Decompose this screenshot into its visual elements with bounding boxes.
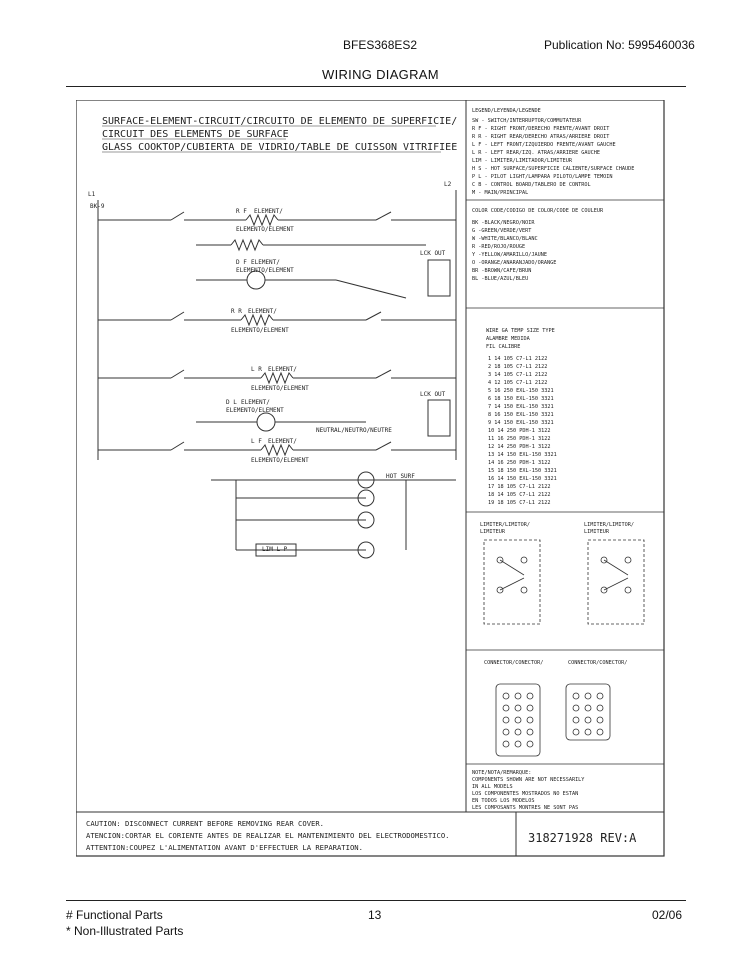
lockout-label-1: LCK OUT — [420, 250, 446, 257]
lf-label: L F — [251, 438, 262, 445]
neutral-label: NEUTRAL/NEUTRO/NEUTRE — [316, 427, 392, 434]
element-rows — [136, 212, 456, 455]
svg-text:L R - LEFT REAR/IZQ. ATRAS/AR: L R - LEFT REAR/IZQ. ATRAS/ARRIERE GAUCHE — [472, 150, 601, 156]
connector-drawings — [496, 684, 610, 756]
revision-date: 02/06 — [652, 908, 683, 922]
svg-text:15 18 150 EXL-150 3321: 15 18 150 EXL-150 3321 — [488, 468, 557, 474]
diagram-title-1: SURFACE-ELEMENT-CIRCUIT/CIRCUITO DE ELEMENTO DE SUPERFICIE/ — [102, 116, 458, 127]
caution-line-1: CAUTION: DISCONNECT CURRENT BEFORE REMOVING REAR COVER. — [86, 819, 324, 828]
lr-elem2: ELEMENTO/ELEMENT — [251, 385, 309, 392]
model-number: BFES368ES2 — [343, 38, 418, 52]
svg-text:COMPONENTS SHOWN ARE NOT NECES: COMPONENTS SHOWN ARE NOT NECESSARILY — [472, 777, 585, 783]
footer-rule — [66, 900, 686, 901]
svg-text:2 18 105 C7-L1 2122: 2 18 105 C7-L1 2122 — [488, 364, 548, 370]
page-number: 13 — [368, 908, 382, 922]
svg-text:LIM - LIMITER/LIMITADOR/LIMIT: LIM - LIMITER/LIMITADOR/LIMITEUR — [472, 158, 572, 164]
lf-elem: ELEMENT/ — [268, 438, 297, 445]
header-rule — [66, 86, 686, 87]
df-elem: ELEMENT/ — [251, 259, 280, 266]
svg-text:4 12 105 C7-L1 2122: 4 12 105 C7-L1 2122 — [488, 380, 548, 386]
svg-text:LIMITEUR: LIMITEUR — [480, 529, 505, 535]
svg-text:G -GREEN/VERDE/VERT: G -GREEN/VERDE/VERT — [472, 228, 532, 234]
svg-text:R R - RIGHT REAR/DERECHO ATRA: R R - RIGHT REAR/DERECHO ATRAS/ARRIERE DROIT — [472, 134, 610, 140]
svg-text:LIMITER/LIMITOR/: LIMITER/LIMITOR/ — [584, 522, 634, 528]
dl-label: D L — [226, 399, 237, 406]
svg-text:LES COMPOSANTS MONTRES NE SONT: LES COMPOSANTS MONTRES NE SONT PAS — [472, 805, 579, 811]
svg-text:14 16 250 PDH-1 3122: 14 16 250 PDH-1 3122 — [488, 460, 551, 466]
svg-text:7 14 150 EXL-150 3321: 7 14 150 EXL-150 3321 — [488, 404, 554, 410]
svg-text:8 16 150 EXL-150 3321: 8 16 150 EXL-150 3321 — [488, 412, 554, 418]
publication-number — [544, 38, 695, 52]
svg-text:LIMITEUR: LIMITEUR — [584, 529, 609, 535]
df-elem2: ELEMENTO/ELEMENT — [236, 267, 294, 274]
note-section — [472, 770, 585, 811]
svg-text:3 14 105 C7-L1 2122: 3 14 105 C7-L1 2122 — [488, 372, 548, 378]
publication-value: 5995460036 — [628, 38, 695, 52]
svg-text:R -RED/ROJO/ROUGE: R -RED/ROJO/ROUGE — [472, 244, 526, 250]
svg-text:13 14 150 EXL-150 3321: 13 14 150 EXL-150 3321 — [488, 452, 557, 458]
l2-label: L2 — [444, 181, 452, 188]
rr-elem: ELEMENT/ — [248, 308, 277, 315]
diagram-title-3: GLASS COOKTOP/CUBIERTA DE VIDRIO/TABLE DE CUISSON VITRIFIEE — [102, 142, 458, 153]
lr-label: L R — [251, 366, 262, 373]
svg-text:P L - PILOT LIGHT/LAMPARA PIL: P L - PILOT LIGHT/LAMPARA PILOTO/LAMPE TEMOIN — [472, 174, 613, 180]
svg-text:BR -BROWN/CAFE/BRUN: BR -BROWN/CAFE/BRUN — [472, 268, 532, 274]
svg-text:M - MAIN/PRINCIPAL: M - MAIN/PRINCIPAL — [472, 190, 529, 196]
publication-label: Publication No: — [544, 38, 625, 52]
svg-text:6 18 150 EXL-150 3321: 6 18 150 EXL-150 3321 — [488, 396, 554, 402]
svg-text:IN ALL MODELS: IN ALL MODELS — [472, 784, 513, 790]
caution-block — [86, 819, 450, 852]
dl-elem: ELEMENT/ — [241, 399, 270, 406]
rf-elem2: ELEMENTO/ELEMENT — [236, 226, 294, 233]
non-illustrated-note: * Non-Illustrated Parts — [66, 924, 184, 938]
svg-text:19 18 105 C7-L1 2122: 19 18 105 C7-L1 2122 — [488, 500, 551, 506]
svg-text:R F - RIGHT FRONT/DERECHO FRE: R F - RIGHT FRONT/DERECHO FRENTE/AVANT DROIT — [472, 126, 610, 132]
svg-text:9 14 150 EXL-150 3321: 9 14 150 EXL-150 3321 — [488, 420, 554, 426]
functional-parts-note: # Functional Parts — [66, 908, 163, 922]
rr-elem2: ELEMENTO/ELEMENT — [231, 327, 289, 334]
bk9-label: BK-9 — [90, 203, 105, 210]
limiter-section — [480, 522, 634, 535]
caution-line-2: ATENCION:CORTAR EL CORIENTE ANTES DE REALIZAR EL MANTENIMIENTO DEL ELECTRODOMESTICO. — [86, 831, 450, 840]
bus-lines — [98, 190, 456, 480]
table-header: WIRE GA TEMP SIZE TYPE — [486, 328, 555, 334]
svg-text:1 14 105 C7-L1 2122: 1 14 105 C7-L1 2122 — [488, 356, 548, 362]
svg-text:12 14 250 PDH-1 3122: 12 14 250 PDH-1 3122 — [488, 444, 551, 450]
legend-abbrev — [472, 108, 634, 196]
dl-elem2: ELEMENTO/ELEMENT — [226, 407, 284, 414]
svg-text:CONNECTOR/CONECTOR/: CONNECTOR/CONECTOR/ — [568, 660, 628, 666]
svg-text:10 14 250 PDH-1 3122: 10 14 250 PDH-1 3122 — [488, 428, 551, 434]
lockout-label-2: LCK OUT — [420, 391, 446, 398]
svg-text:L F - LEFT FRONT/IZQUIERDO FR: L F - LEFT FRONT/IZQUIERDO FRENTE/AVANT GAUCHE — [472, 142, 616, 148]
svg-text:FIL CALIBRE: FIL CALIBRE — [486, 344, 521, 350]
svg-text:16 14 150 EXL-150 3321: 16 14 150 EXL-150 3321 — [488, 476, 557, 482]
svg-text:BL -BLUE/AZUL/BLEU: BL -BLUE/AZUL/BLEU — [472, 276, 529, 282]
svg-text:NOTE/NOTA/REMARQUE:: NOTE/NOTA/REMARQUE: — [472, 770, 532, 776]
connector-section — [484, 660, 627, 666]
svg-text:O -ORANGE/ANARANJADO/ORANGE: O -ORANGE/ANARANJADO/ORANGE — [472, 260, 557, 266]
page-title: WIRING DIAGRAM — [322, 67, 439, 82]
hot-surf-label: HOT SURF — [386, 473, 415, 480]
svg-text:SW - SWITCH/INTERRUPTOR/COMM: SW - SWITCH/INTERRUPTOR/COMMUTATEUR — [472, 118, 582, 124]
caution-line-3: ATTENTION:COUPEZ L'ALIMENTATION AVANT D'EFFECTUER LA REPARATION. — [86, 843, 363, 852]
lr-elem: ELEMENT/ — [268, 366, 297, 373]
diagram-title-2: CIRCUIT DES ELEMENTS DE SURFACE — [102, 129, 289, 140]
wiring-diagram — [76, 100, 676, 862]
svg-text:CONNECTOR/CONECTOR/: CONNECTOR/CONECTOR/ — [484, 660, 544, 666]
df-label: D F — [236, 259, 247, 266]
lf-elem2: ELEMENTO/ELEMENT — [251, 457, 309, 464]
wire-table — [486, 328, 557, 506]
svg-text:LIMITER/LIMITOR/: LIMITER/LIMITOR/ — [480, 522, 530, 528]
svg-text:H S - HOT SURFACE/SUPERFICIE: H S - HOT SURFACE/SUPERFICIE CALIENTE/SURFACE CHAUDE — [472, 166, 635, 172]
svg-text:18 14 105 C7-L1 2122: 18 14 105 C7-L1 2122 — [488, 492, 551, 498]
svg-text:Y -YELLOW/AMARILLO/JAUNE: Y -YELLOW/AMARILLO/JAUNE — [472, 252, 547, 258]
svg-text:11 16 250 PDH-1 3122: 11 16 250 PDH-1 3122 — [488, 436, 551, 442]
rr-label: R R — [231, 308, 242, 315]
svg-text:C B - CONTROL BOARD/TABLERO D: C B - CONTROL BOARD/TABLERO DE CONTROL — [472, 182, 591, 188]
svg-text:BK -BLACK/NEGRO/NOIR: BK -BLACK/NEGRO/NOIR — [472, 220, 535, 226]
abbrev-title: LEGEND/LEYENDA/LEGENDE — [472, 108, 541, 114]
legend-colors — [472, 208, 604, 282]
svg-text:EN TODOS LOS MODELOS: EN TODOS LOS MODELOS — [472, 798, 535, 804]
limiter-drawings — [484, 540, 644, 624]
svg-text:5 16 250 EXL-150 3321: 5 16 250 EXL-150 3321 — [488, 388, 554, 394]
rf-label: R F — [236, 208, 247, 215]
part-number: 318271928 REV:A — [528, 831, 637, 845]
svg-text:W -WHITE/BLANCO/BLANC: W -WHITE/BLANCO/BLANC — [472, 236, 538, 242]
rf-elem: ELEMENT/ — [254, 208, 283, 215]
svg-text:ALAMBRE MEDIDA: ALAMBRE MEDIDA — [486, 336, 530, 342]
l1-label: L1 — [88, 191, 96, 198]
svg-text:LOS COMPONENTES MOSTRADOS NO E: LOS COMPONENTES MOSTRADOS NO ESTAN — [472, 791, 579, 797]
lim-lp-label: LIM L P — [262, 546, 288, 553]
svg-text:17 18 105 C7-L1 2122: 17 18 105 C7-L1 2122 — [488, 484, 551, 490]
color-title: COLOR CODE/CODIGO DE COLOR/CODE DE COULEUR — [472, 208, 604, 214]
